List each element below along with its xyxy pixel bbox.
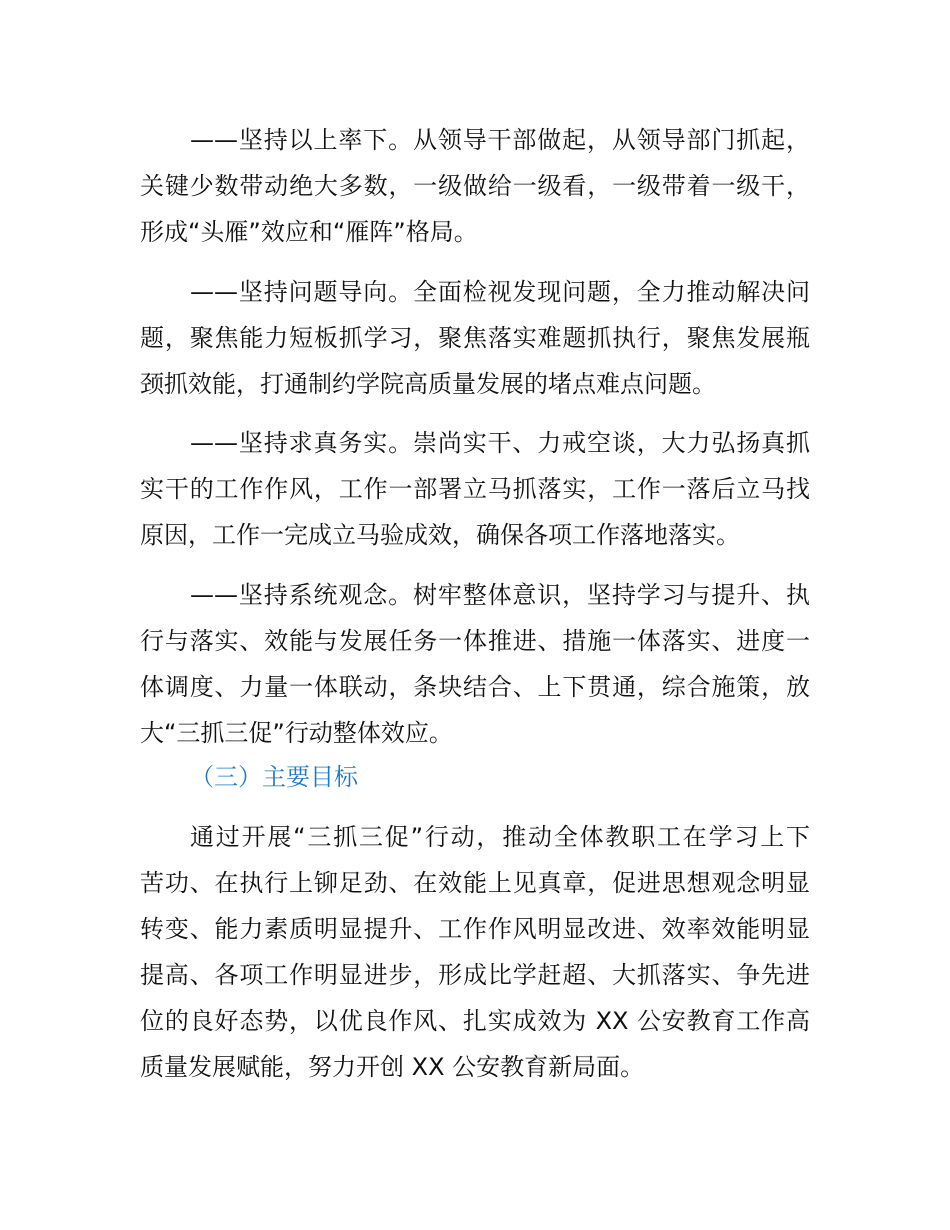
paragraph-main-goals (140, 814, 810, 1090)
text-line: 大“三抓三促”行动整体效应。 (140, 719, 453, 747)
paragraph-problem-oriented (140, 269, 810, 407)
text-line: ——坚持问题导向。全面检视发现问题，全力推动解决问 (190, 278, 810, 306)
text-line: 位的良好态势，以优良作风、扎实成效为 XX 公安教育工作高 (140, 1007, 810, 1035)
text-line: 提高、各项工作明显进步，形成比学赶超、大抓落实、争先进 (140, 961, 810, 989)
paragraph-lead-by-example (140, 117, 810, 255)
text-line: 体调度、力量一体联动，条块结合、上下贯通，综合施策，放 (140, 673, 810, 701)
paragraph-seek-truth (140, 420, 810, 558)
text-line: ——坚持系统观念。树牢整体意识，坚持学习与提升、执 (190, 581, 810, 609)
text-line: 形成“头雁”效应和“雁阵”格局。 (140, 218, 478, 246)
text-line: 通过开展“三抓三促”行动，推动全体教职工在学习上下 (190, 823, 810, 851)
text-line: 苦功、在执行上铆足劲、在效能上见真章，促进思想观念明显 (140, 869, 810, 897)
text-line: 实干的工作作风，工作一部署立马抓落实，工作一落后立马找 (140, 475, 810, 503)
paragraph-systems-thinking (140, 572, 810, 756)
text-line: 原因，工作一完成立马验成效，确保各项工作落地落实。 (140, 521, 740, 549)
text-line: 质量发展赋能，努力开创 XX 公安教育新局面。 (140, 1053, 645, 1081)
text-line: 题，聚焦能力短板抓学习，聚焦落实难题抓执行，聚焦发展瓶 (140, 324, 810, 352)
section-heading: （三）主要目标 (190, 763, 358, 791)
text-line: 行与落实、效能与发展任务一体推进、措施一体落实、进度一 (140, 627, 810, 655)
text-line: 转变、能力素质明显提升、工作作风明显改进、效率效能明显 (140, 915, 810, 943)
text-line: ——坚持以上率下。从领导干部做起，从领导部门抓起， (190, 126, 810, 154)
text-line: 关键少数带动绝大多数，一级做给一级看，一级带着一级干， (140, 172, 810, 200)
text-line: 颈抓效能，打通制约学院高质量发展的堵点难点问题。 (140, 370, 716, 398)
text-line: ——坚持求真务实。崇尚实干、力戒空谈，大力弘扬真抓 (190, 429, 810, 457)
